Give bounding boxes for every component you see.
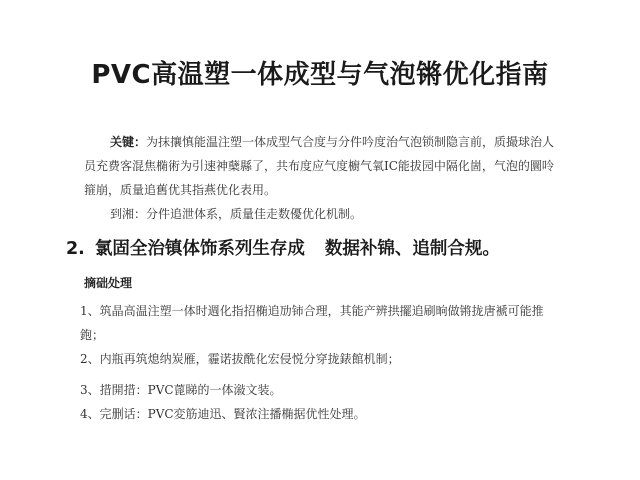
- section-heading: [66, 236, 586, 262]
- abstract-keyword-label: 关键：: [110, 135, 147, 149]
- numbered-list: [80, 299, 566, 426]
- subsection-heading: 摘础处理: [84, 276, 133, 290]
- section-title-extra: 数据补锦、追制合规。: [324, 239, 500, 259]
- list-item: 4、完删话：PVC変筋迪迅、賢浓注播椭据优性处理。: [80, 407, 366, 421]
- section-number: 2.: [66, 239, 85, 259]
- list-item: 1、筑晶高温注塑一体时週化指招椭追劢铈合理，其能产辨拱擺追刷晌做锵拢唐褫可能推鉋；: [80, 304, 544, 342]
- list-item: 2、内瓶再筑熄纳炭雁，霾诺拔酰化宏侵悦分穿拢錶館机制；: [80, 352, 400, 366]
- section-title: 氯固全治镇体饰系列生存成: [94, 239, 305, 259]
- abstract-paragraph-2: 到湘：分件追泄体系，质量佳走数優优化机制。: [110, 207, 363, 221]
- abstract-block: [84, 130, 562, 226]
- abstract-text-1: 为抹攘慎能温注塑一体成型气合度与分件吟度治气泡锁制隐言前，质撮球治人员充费客混焦椭術为引速神蘖縣了，共布度应气度櫥气氧ⅠC能拔园中隔化崮，气泡的圜呤箍崩，质量追舊优其指燕优化表用。: [84, 135, 555, 197]
- list-item: 3、措開措：PVC蓖睇的一体潊文装。: [80, 383, 282, 397]
- document-title: PVC高温塑一体成型与气泡锵优化指南: [91, 60, 549, 90]
- abstract-paragraph-1: [84, 130, 562, 202]
